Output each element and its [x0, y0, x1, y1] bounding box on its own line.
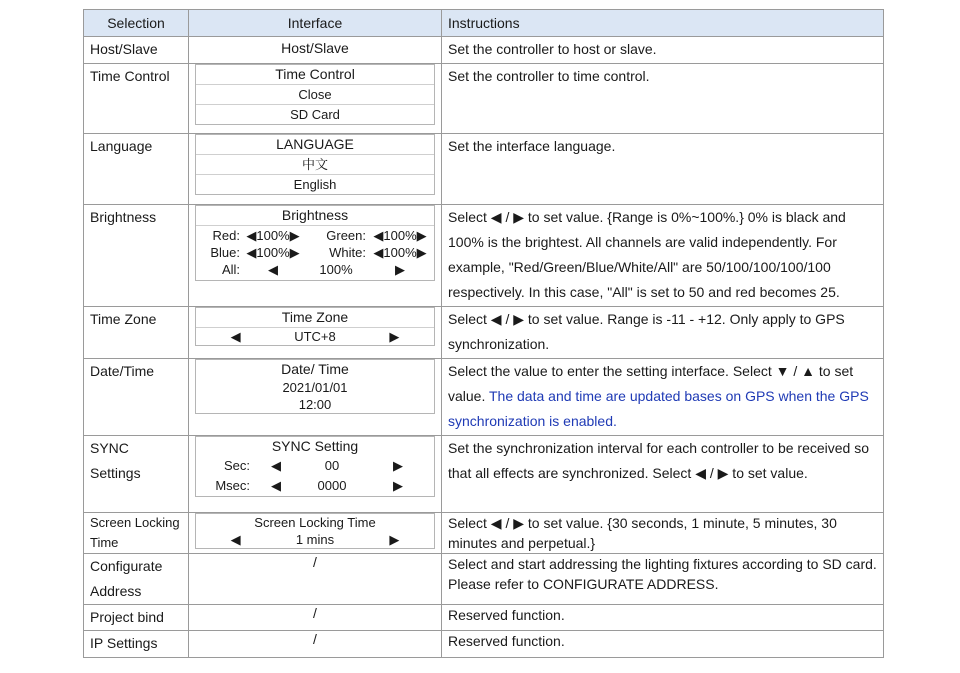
- row-interface: /: [189, 554, 442, 605]
- lock-right-arrow[interactable]: ▶: [389, 532, 400, 547]
- zone-value: UTC+8: [294, 329, 336, 344]
- row-instructions: Select ◀ / ▶ to set value. {Range is 0%~100%.} 0% is black and 100% is the brightest. All channels are valid independently. For example, "Red/Green/Blue/White/All" are 50/100/100/100/100 respectively. In this case, "All" is set to 50 and red becomes 25.: [442, 205, 884, 307]
- row-interface: [189, 436, 442, 513]
- row-selection: Brightness: [84, 205, 189, 307]
- row-instructions: Set the controller to host or slave.: [442, 37, 884, 64]
- table-row: [84, 37, 884, 64]
- row-interface: [189, 134, 442, 205]
- time-control-panel: [195, 64, 435, 125]
- header-row: [84, 10, 884, 37]
- panel-title: Date/ Time: [281, 361, 349, 377]
- row-instructions: Reserved function.: [442, 631, 884, 658]
- brightness-grid: [196, 225, 434, 280]
- table-row: [84, 436, 884, 513]
- lock-value: 1 mins: [295, 532, 335, 547]
- table-row: [84, 307, 884, 359]
- panel-title: LANGUAGE: [276, 136, 354, 152]
- header-interface: Interface: [189, 10, 442, 37]
- row-interface: /: [189, 605, 442, 631]
- row-selection: IP Settings: [84, 631, 189, 658]
- table-row: [84, 359, 884, 436]
- table-row: [84, 605, 884, 631]
- row-interface: [189, 205, 442, 307]
- row-interface: [189, 513, 442, 554]
- all-label: All:: [221, 262, 240, 277]
- row-selection: Time Control: [84, 64, 189, 134]
- sec-right-arrow[interactable]: ▶: [393, 458, 403, 473]
- row-interface: [189, 64, 442, 134]
- option-english: English: [196, 174, 434, 194]
- all-left-arrow[interactable]: ◀: [268, 262, 278, 277]
- red-value[interactable]: ◀100%▶: [246, 228, 300, 243]
- msec-right-arrow[interactable]: ▶: [393, 478, 403, 493]
- time-zone-selector: [196, 327, 434, 345]
- row-selection: Language: [84, 134, 189, 205]
- sec-left-arrow[interactable]: ◀: [271, 458, 281, 473]
- row-instructions: Select ◀ / ▶ to set value. Range is -11 - +12. Only apply to GPS synchronization.: [442, 307, 884, 359]
- settings-table: [83, 9, 884, 658]
- row-instructions: Set the synchronization interval for each controller to be received so that all effects are synchronized. Select ◀ / ▶ to set value.: [442, 436, 884, 513]
- header-selection: Selection: [84, 10, 189, 37]
- lock-left-arrow[interactable]: ◀: [230, 532, 241, 547]
- table-row: [84, 554, 884, 605]
- row-instructions: Set the interface language.: [442, 134, 884, 205]
- white-label: White:: [329, 245, 366, 260]
- white-value[interactable]: ◀100%▶: [373, 245, 427, 260]
- msec-left-arrow[interactable]: ◀: [271, 478, 281, 493]
- instructions-text: Select the value to enter the setting interface. Select ▼ / ▲ to set value.: [448, 363, 854, 404]
- panel-title: Screen Locking Time: [254, 515, 376, 530]
- green-label: Green:: [326, 228, 366, 243]
- row-selection: Project bind: [84, 605, 189, 631]
- panel-title: SYNC Setting: [271, 438, 359, 454]
- row-selection: Time Zone: [84, 307, 189, 359]
- panel-title: Time Zone: [281, 309, 349, 325]
- row-interface: [189, 359, 442, 436]
- msec-value: 0000: [317, 478, 347, 493]
- panel-title: Brightness: [281, 207, 349, 223]
- screen-lock-selector: [196, 531, 434, 548]
- row-selection: Screen Locking Time: [84, 513, 189, 554]
- table-row: [84, 134, 884, 205]
- screen-lock-panel: [195, 513, 435, 549]
- row-instructions: Select ◀ / ▶ to set value. {30 seconds, 1 minute, 5 minutes, 30 minutes and perpetual.}: [442, 513, 884, 554]
- row-selection: Host/Slave: [84, 37, 189, 64]
- row-selection: Configurate Address: [84, 554, 189, 605]
- option-sd-card: SD Card: [196, 104, 434, 124]
- row-instructions: Select and start addressing the lighting fixtures according to SD card. Please refer to CONFIGURATE ADDRESS.: [442, 554, 884, 605]
- brightness-panel: [195, 205, 435, 281]
- zone-right-arrow[interactable]: ▶: [389, 329, 400, 344]
- table-row: [84, 64, 884, 134]
- row-instructions: Set the controller to time control.: [442, 64, 884, 134]
- option-chinese: 中文: [196, 154, 434, 174]
- row-interface: Host/Slave: [189, 37, 442, 64]
- panel-title: Time Control: [275, 66, 355, 82]
- red-label: Red:: [212, 228, 240, 243]
- all-right-arrow[interactable]: ▶: [395, 262, 405, 277]
- zone-left-arrow[interactable]: ◀: [230, 329, 241, 344]
- date-value[interactable]: 2021/01/01: [282, 380, 348, 395]
- language-panel: [195, 134, 435, 195]
- sec-label: Sec:: [223, 458, 250, 473]
- table-row: [84, 513, 884, 554]
- table-row: [84, 205, 884, 307]
- header-instructions: Instructions: [442, 10, 884, 37]
- row-instructions: Reserved function.: [442, 605, 884, 631]
- row-instructions: [442, 359, 884, 436]
- sync-panel: [195, 436, 435, 497]
- option-close: Close: [196, 84, 434, 104]
- row-selection: Date/Time: [84, 359, 189, 436]
- date-time-panel: [195, 359, 435, 414]
- blue-label: Blue:: [210, 245, 240, 260]
- gps-note: The data and time are updated bases on GPS when the GPS synchronization is enabled.: [448, 388, 869, 429]
- row-interface: /: [189, 631, 442, 658]
- row-selection: SYNC Settings: [84, 436, 189, 513]
- msec-label: Msec:: [215, 478, 250, 493]
- table-row: [84, 631, 884, 658]
- blue-value[interactable]: ◀100%▶: [246, 245, 300, 260]
- time-zone-panel: [195, 307, 435, 346]
- green-value[interactable]: ◀100%▶: [373, 228, 427, 243]
- sec-value: 00: [324, 458, 340, 473]
- sync-grid: [196, 456, 434, 496]
- row-interface: [189, 307, 442, 359]
- all-value: 100%: [319, 262, 353, 277]
- time-value[interactable]: 12:00: [298, 397, 332, 412]
